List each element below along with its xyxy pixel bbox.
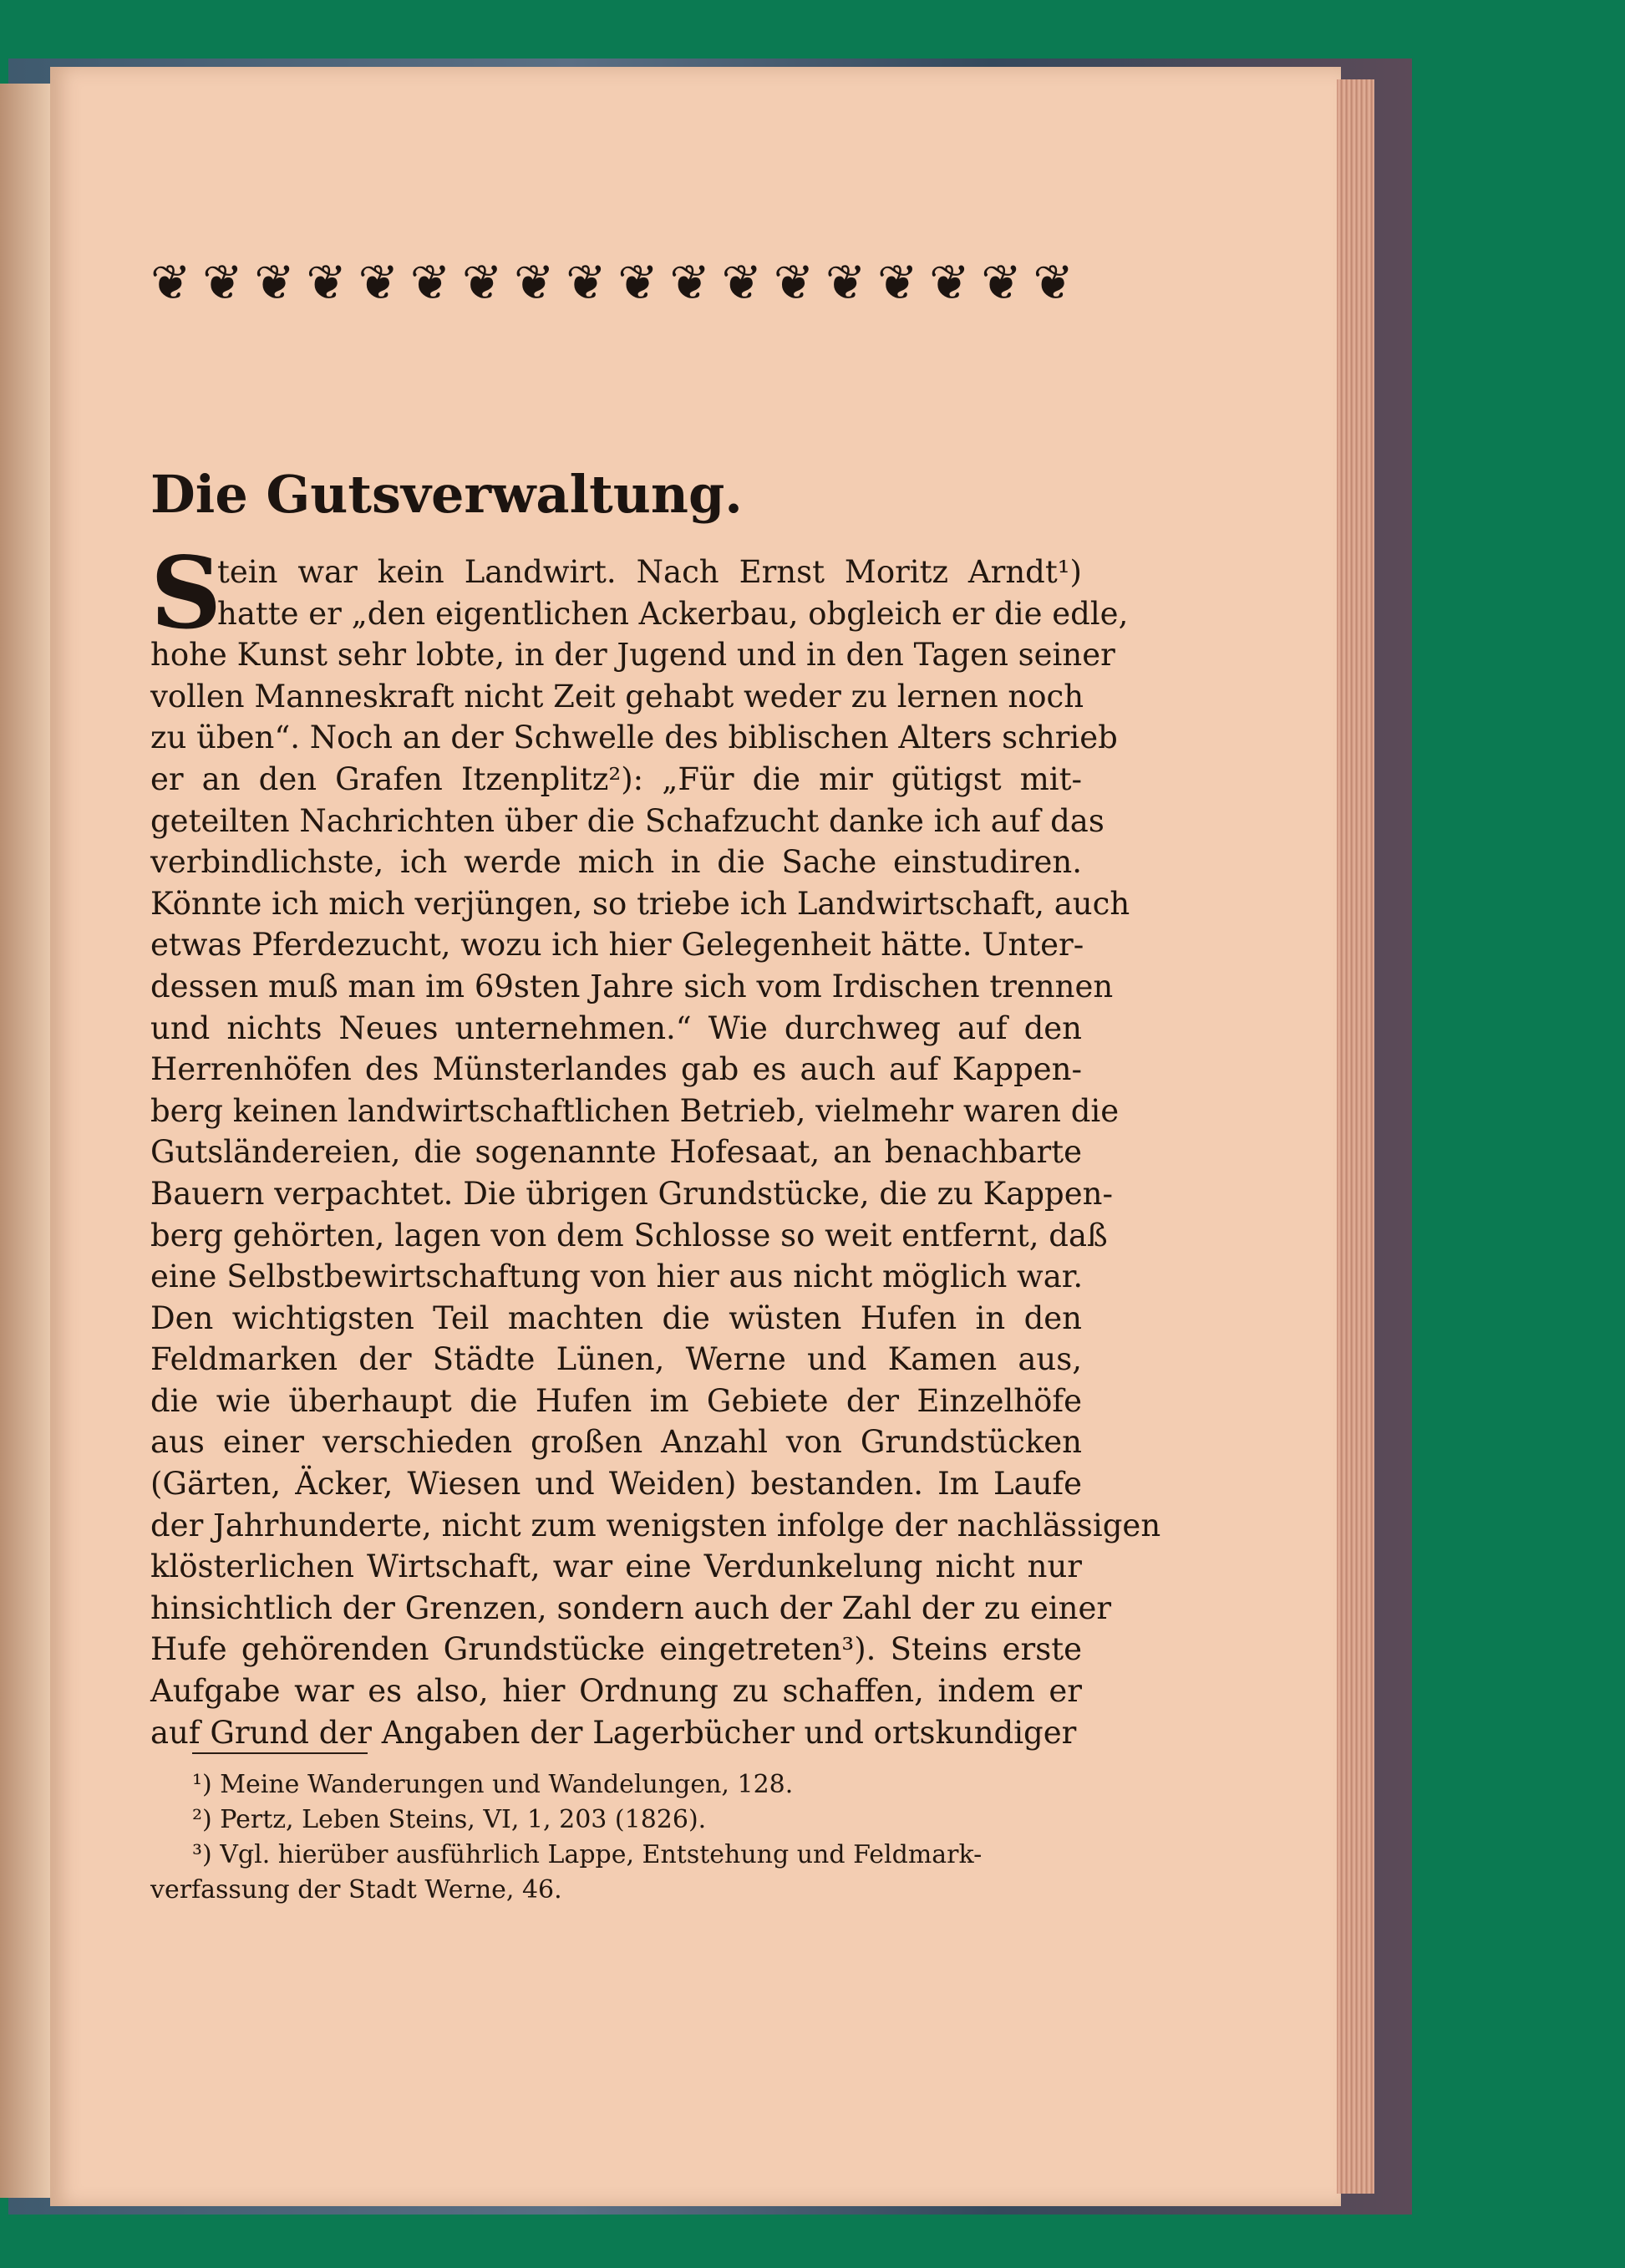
chapter-heading: Die Gutsverwaltung. — [150, 464, 743, 525]
text-line: auf Grund der Angaben der Lagerbücher und ortskundiger — [150, 1714, 1077, 1751]
leaf-ornament-icon: ❦ — [721, 253, 763, 311]
text-line: berg keinen landwirtschaftlichen Betrieb, vielmehr waren die — [150, 1092, 1120, 1129]
text-line: eine Selbstbewirtschaftung von hier aus nicht möglich war. — [150, 1259, 1084, 1295]
text-line: berg gehörten, lagen von dem Schlosse so weit entfernt, daß — [150, 1217, 1108, 1254]
text-line: (Gärten, Äcker, Wiesen und Weiden) bestanden. Im Laufe — [150, 1466, 1082, 1503]
page-fore-edge — [1337, 79, 1374, 2194]
text-line: Feldmarken der Städte Lünen, Werne und Kamen aus, — [150, 1341, 1082, 1378]
leaf-ornament-icon: ❦ — [202, 253, 243, 311]
text-line: aus einer verschieden großen Anzahl von Grundstücken — [150, 1424, 1082, 1461]
text-line: etwas Pferdezucht, wozu ich hier Gelegenheit hätte. Unter- — [150, 927, 1084, 964]
text-line: Aufgabe war es also, hier Ordnung zu schaffen, indem er — [150, 1673, 1082, 1710]
leaf-ornament-band — [150, 251, 1074, 313]
leaf-ornament-icon: ❦ — [254, 253, 295, 311]
footnote-rule — [192, 1752, 368, 1754]
footnote: ²) Pertz, Leben Steins, VI, 1, 203 (1826). — [192, 1805, 707, 1834]
leaf-ornament-icon: ❦ — [669, 253, 711, 311]
leaf-ornament-icon: ❦ — [876, 253, 918, 311]
leaf-ornament-icon: ❦ — [306, 253, 348, 311]
body-text — [150, 535, 1161, 1753]
text-line: Den wichtigsten Teil machten die wüsten Hufen in den — [150, 1299, 1082, 1336]
leaf-ornament-icon: ❦ — [825, 253, 866, 311]
text-line: er an den Grafen Itzenplitz²): „Für die mir gütigst mit- — [150, 760, 1082, 797]
footnote: verfassung der Stadt Werne, 46. — [150, 1875, 562, 1904]
left-page-edge — [0, 84, 52, 2198]
leaf-ornament-icon: ❦ — [150, 253, 191, 311]
text-line: klösterlichen Wirtschaft, war eine Verdunkelung nicht nur — [150, 1548, 1082, 1585]
leaf-ornament-icon: ❦ — [513, 253, 555, 311]
drop-cap: S — [150, 535, 222, 651]
leaf-ornament-icon: ❦ — [409, 253, 451, 311]
leaf-ornament-icon: ❦ — [461, 253, 503, 311]
text-line: vollen Manneskraft nicht Zeit gehabt weder zu lernen noch — [150, 678, 1084, 714]
leaf-ornament-icon: ❦ — [981, 253, 1022, 311]
text-line: Bauern verpachtet. Die übrigen Grundstücke, die zu Kappen- — [150, 1175, 1113, 1212]
leaf-ornament-icon: ❦ — [773, 253, 815, 311]
leaf-ornament-icon: ❦ — [1033, 253, 1074, 311]
text-line: der Jahrhunderte, nicht zum wenigsten infolge der nachlässigen — [150, 1507, 1161, 1543]
text-line: tein war kein Landwirt. Nach Ernst Moritz Arndt¹) — [217, 554, 1082, 590]
text-line: Herrenhöfen des Münsterlandes gab es auch auf Kappen- — [150, 1051, 1082, 1088]
footnote: ¹) Meine Wanderungen und Wandelungen, 128. — [192, 1770, 794, 1799]
text-line: und nichts Neues unternehmen.“ Wie durchweg auf den — [150, 1009, 1082, 1046]
footnote: ³) Vgl. hierüber ausführlich Lappe, Entstehung und Feldmark- — [192, 1840, 983, 1869]
footnotes — [150, 1767, 1082, 1908]
leaf-ornament-icon: ❦ — [566, 253, 607, 311]
leaf-ornament-icon: ❦ — [617, 253, 658, 311]
leaf-ornament-icon: ❦ — [358, 253, 399, 311]
text-line: hinsichtlich der Grenzen, sondern auch der Zahl der zu einer — [150, 1589, 1112, 1626]
text-line: hohe Kunst sehr lobte, in der Jugend und in den Tagen seiner — [150, 637, 1115, 674]
text-line: Gutsländereien, die sogenannte Hofesaat, an benachbarte — [150, 1134, 1082, 1171]
text-line: geteilten Nachrichten über die Schafzucht danke ich auf das — [150, 802, 1104, 839]
text-line: hatte er „den eigentlichen Ackerbau, obgleich er die edle, — [217, 595, 1129, 632]
text-line: Hufe gehörenden Grundstücke eingetreten³). Steins erste — [150, 1631, 1082, 1668]
text-line: die wie überhaupt die Hufen im Gebiete der Einzelhöfe — [150, 1382, 1082, 1419]
leaf-ornament-icon: ❦ — [929, 253, 970, 311]
text-line: verbindlichste, ich werde mich in die Sache einstudiren. — [150, 844, 1082, 881]
text-line: dessen muß man im 69sten Jahre sich vom Irdischen trennen — [150, 968, 1114, 1004]
text-line: Könnte ich mich verjüngen, so triebe ich Landwirtschaft, auch — [150, 885, 1130, 922]
text-line: zu üben“. Noch an der Schwelle des biblischen Alters schrieb — [150, 720, 1118, 756]
